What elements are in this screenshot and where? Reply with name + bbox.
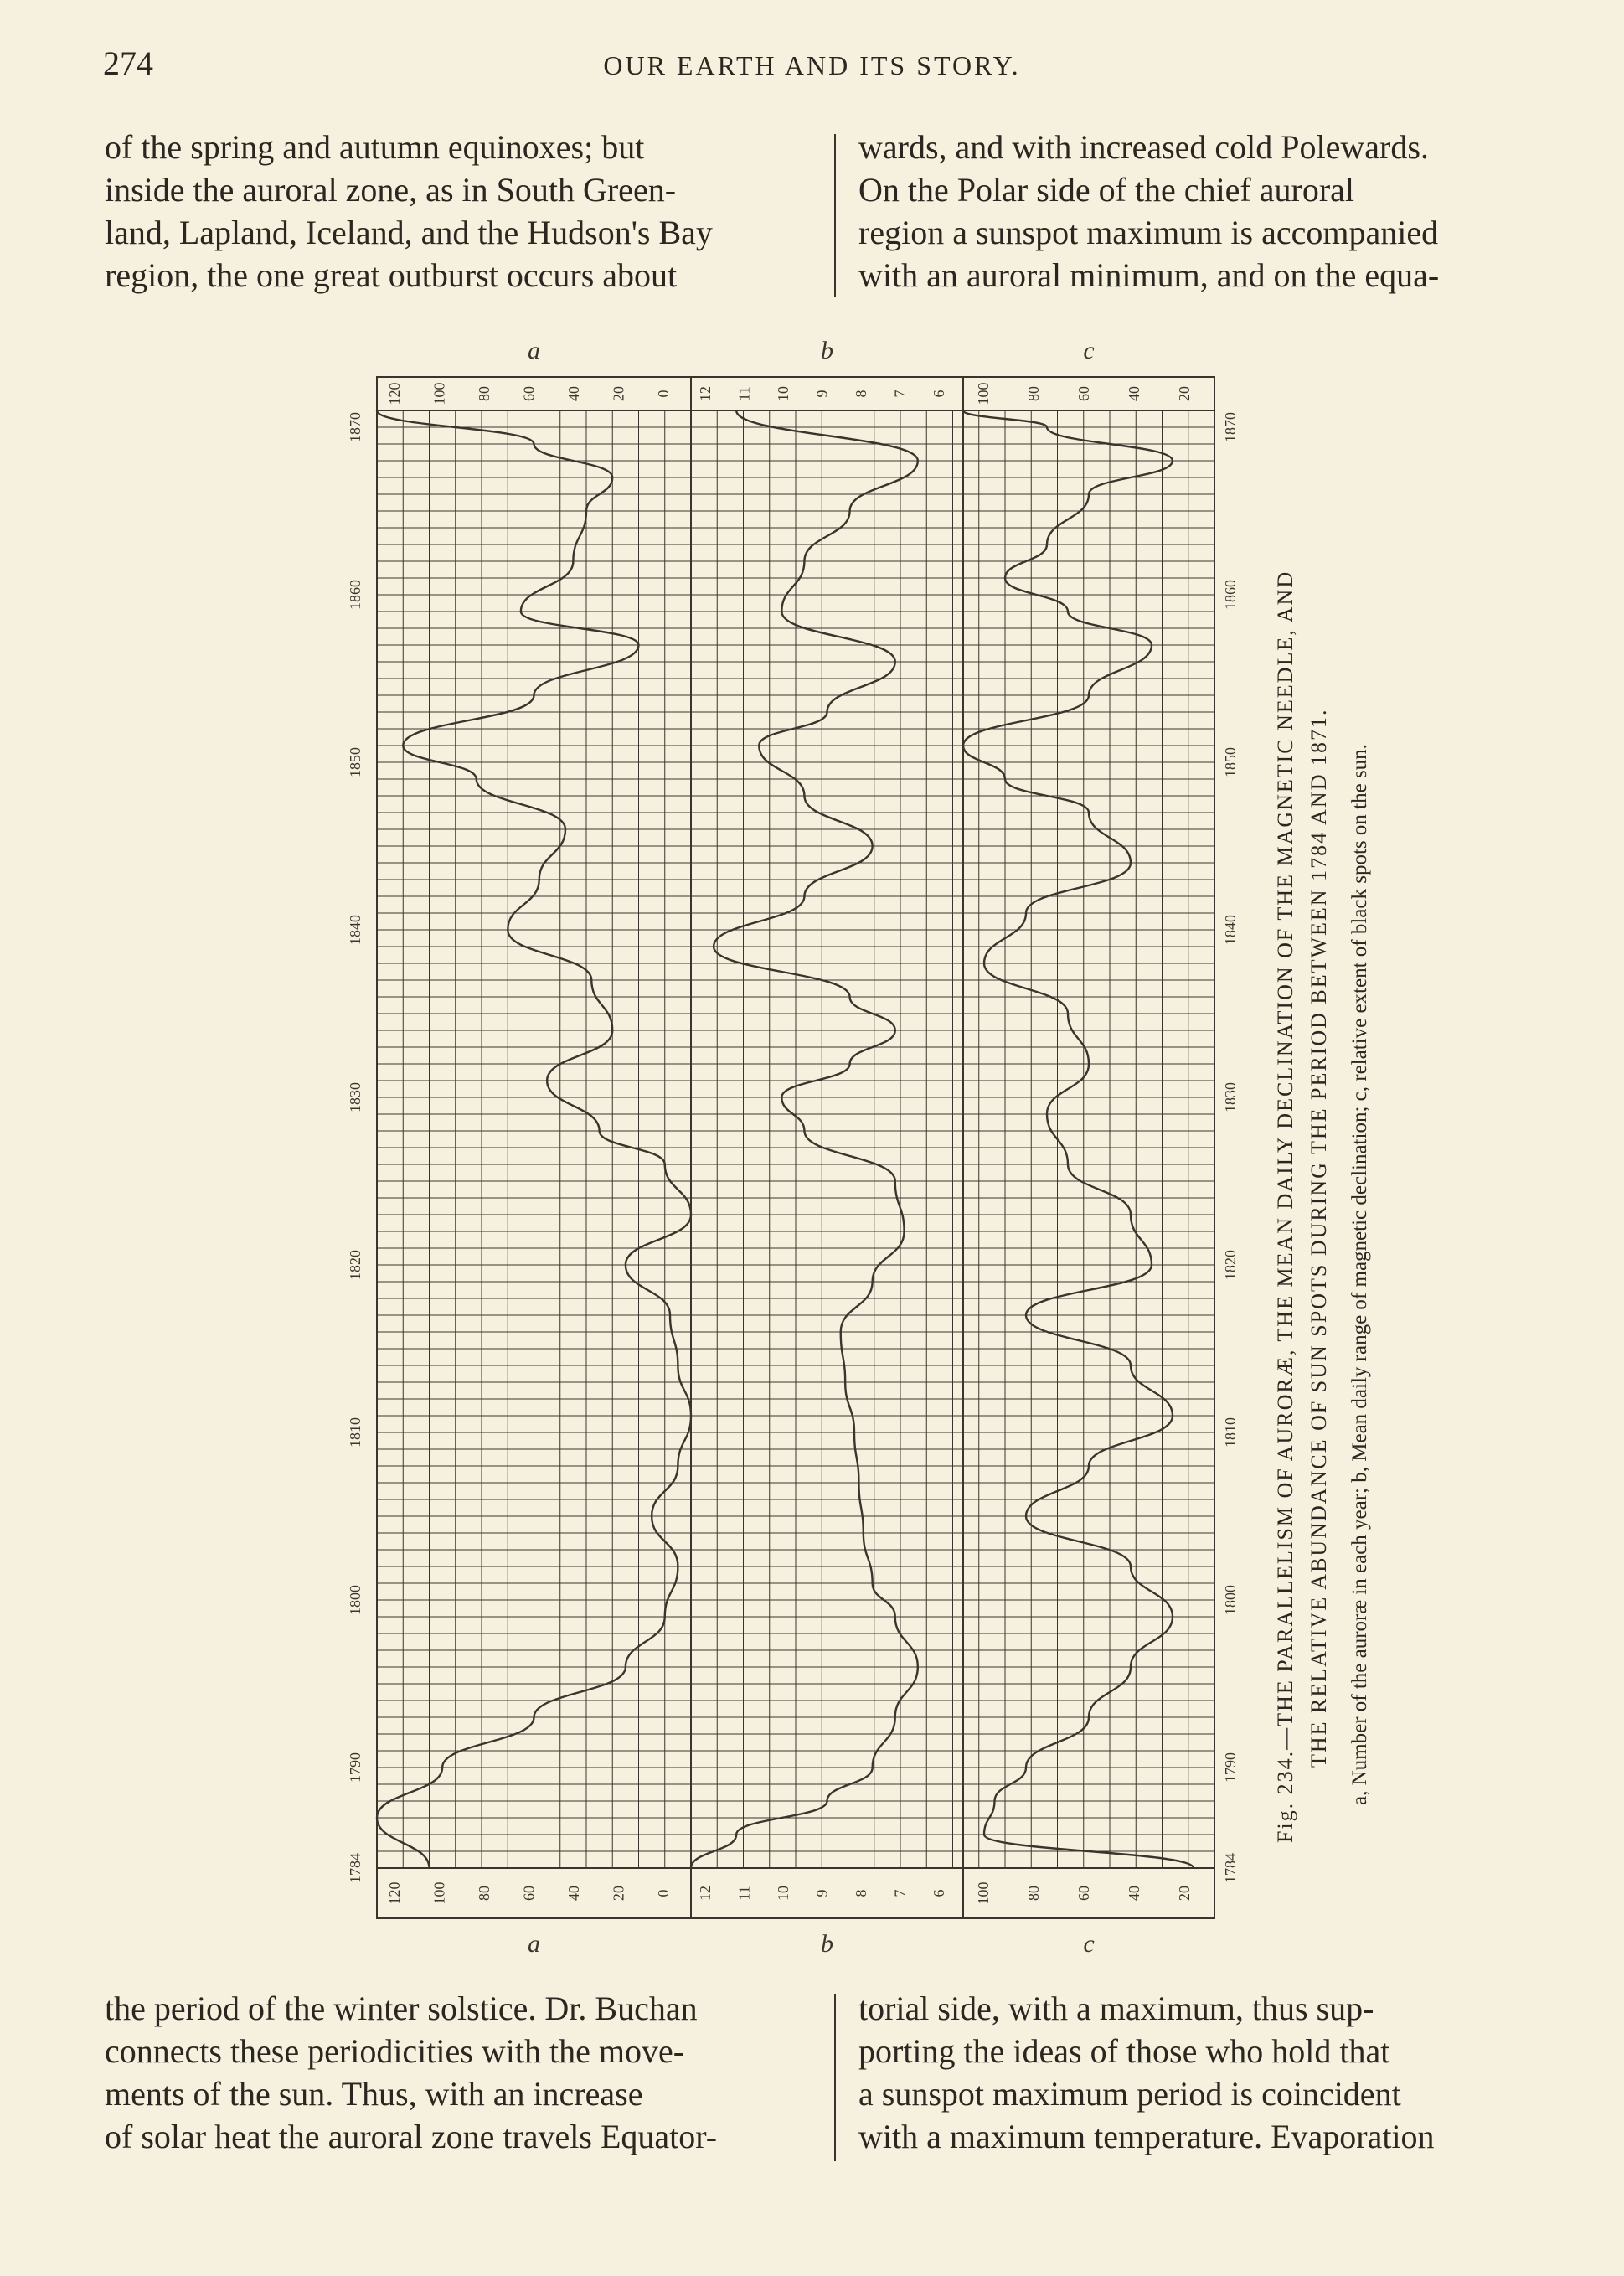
tick-label: 11	[735, 386, 753, 401]
year-label-right: 1850	[1222, 747, 1239, 777]
tick-label: 12	[697, 386, 714, 401]
year-label-right: 1810	[1222, 1417, 1239, 1448]
parallelism-chart	[293, 327, 1239, 1958]
tick-label: 20	[1176, 386, 1193, 401]
panel-label-bottom: c	[1083, 1930, 1095, 1958]
tick-label: 80	[475, 1886, 492, 1901]
text-line: connects these periodicities with the move-	[105, 2032, 685, 2070]
year-label-right: 1870	[1222, 412, 1239, 442]
text-line: the period of the winter solstice. Dr. Buchan	[105, 1990, 698, 2027]
year-label-right: 1840	[1222, 915, 1239, 945]
tick-label: 80	[1025, 1886, 1042, 1901]
tick-label: 40	[565, 386, 583, 401]
tick-label: 60	[1075, 386, 1092, 401]
tick-label: 40	[1126, 386, 1142, 401]
year-label-right: 1830	[1222, 1082, 1239, 1112]
top-left-column	[105, 126, 817, 297]
tick-label: 80	[475, 386, 492, 401]
year-label-left: 1860	[347, 580, 363, 610]
tick-label: 100	[975, 382, 992, 405]
top-right-column	[858, 126, 1570, 297]
tick-label: 10	[775, 386, 792, 401]
tick-label: 60	[520, 1886, 538, 1901]
tick-label: 10	[775, 1886, 792, 1901]
figure-caption-line2: THE RELATIVE ABUNDANCE OF SUN SPOTS DURING THE PERIOD BETWEEN 1784 AND 1871.	[1307, 708, 1331, 1768]
year-label-right: 1790	[1222, 1752, 1239, 1783]
tick-label: 9	[813, 390, 831, 398]
tick-label: 120	[385, 382, 403, 405]
figure-legend: a, Number of the auroræ in each year; b, Mean daily range of magnetic declination; c, relative extent of black spots on the sun.	[1348, 744, 1371, 1805]
text-line: a sunspot maximum period is coincident	[858, 2075, 1401, 2113]
text-line: inside the auroral zone, as in South Green-	[105, 171, 677, 209]
text-line: ments of the sun. Thus, with an increase	[105, 2075, 643, 2113]
tick-label: 60	[520, 386, 538, 401]
column-rule	[834, 1994, 836, 2161]
bottom-right-column	[858, 1987, 1570, 2158]
year-label-right: 1820	[1222, 1250, 1239, 1280]
year-label-right: 1784	[1222, 1853, 1239, 1883]
text-line: land, Lapland, Iceland, and the Hudson's Bay	[105, 214, 713, 251]
bottom-left-column	[105, 1987, 817, 2158]
year-label-left: 1820	[347, 1250, 363, 1280]
page-number: 274	[103, 44, 153, 82]
tick-label: 7	[891, 1889, 909, 1897]
year-label-left: 1800	[347, 1585, 363, 1615]
tick-label: 100	[430, 1881, 448, 1905]
text-line: with a maximum temperature. Evaporation	[858, 2118, 1435, 2155]
year-label-right: 1860	[1222, 580, 1239, 610]
text-line: On the Polar side of the chief auroral	[858, 171, 1355, 209]
tick-label: 40	[565, 1886, 583, 1901]
tick-label: 7	[891, 390, 909, 398]
tick-label: 40	[1126, 1886, 1142, 1901]
tick-label: 0	[655, 390, 673, 398]
text-line: region, the one great outburst occurs about	[105, 256, 678, 294]
year-label-left: 1784	[347, 1853, 363, 1883]
text-line: of solar heat the auroral zone travels Equator-	[105, 2118, 718, 2155]
year-label-right: 1800	[1222, 1585, 1239, 1615]
tick-label: 120	[385, 1881, 403, 1905]
series-c-line	[963, 410, 1194, 1868]
tick-label: 80	[1025, 386, 1042, 401]
tick-label: 100	[975, 1881, 992, 1905]
tick-label: 100	[430, 382, 448, 405]
tick-label: 20	[1176, 1886, 1193, 1901]
text-line: wards, and with increased cold Polewards.	[858, 128, 1429, 166]
column-rule	[834, 134, 836, 297]
text-line: region a sunspot maximum is accompanied	[858, 214, 1439, 251]
text-line: of the spring and autumn equinoxes; but	[105, 128, 645, 166]
year-label-left: 1840	[347, 915, 363, 945]
year-label-left: 1790	[347, 1752, 363, 1783]
year-label-left: 1870	[347, 412, 363, 442]
year-label-left: 1810	[347, 1417, 363, 1448]
text-line: porting the ideas of those who hold that	[858, 2032, 1390, 2070]
text-line: torial side, with a maximum, thus sup-	[858, 1990, 1374, 2027]
tick-label: 12	[697, 1886, 714, 1901]
tick-label: 20	[610, 386, 627, 401]
text-line: with an auroral minimum, and on the equa-	[858, 256, 1440, 294]
tick-label: 20	[610, 1886, 627, 1901]
year-label-left: 1830	[347, 1082, 363, 1112]
figure-caption-line1: Fig. 234.—THE PARALLELISM OF AURORÆ, THE MEAN DAILY DECLINATION OF THE MAGNETIC NEEDLE, AND	[1273, 570, 1297, 1843]
tick-label: 60	[1075, 1886, 1092, 1901]
panel-label-bottom: b	[821, 1930, 833, 1958]
running-title: OUR EARTH AND ITS STORY.	[603, 50, 1021, 80]
tick-label: 11	[735, 1886, 753, 1901]
year-label-left: 1850	[347, 747, 363, 777]
tick-label: 6	[930, 390, 947, 398]
tick-label: 6	[930, 1889, 947, 1897]
panel-label-bottom: a	[528, 1930, 540, 1958]
tick-label: 8	[852, 390, 869, 398]
series-b-line	[691, 410, 918, 1868]
tick-label: 9	[813, 1889, 831, 1897]
panel-label-top: a	[528, 337, 540, 364]
panel-label-top: c	[1083, 337, 1095, 364]
tick-label: 0	[655, 1889, 673, 1897]
panel-label-top: b	[821, 337, 833, 364]
tick-label: 8	[852, 1889, 869, 1897]
